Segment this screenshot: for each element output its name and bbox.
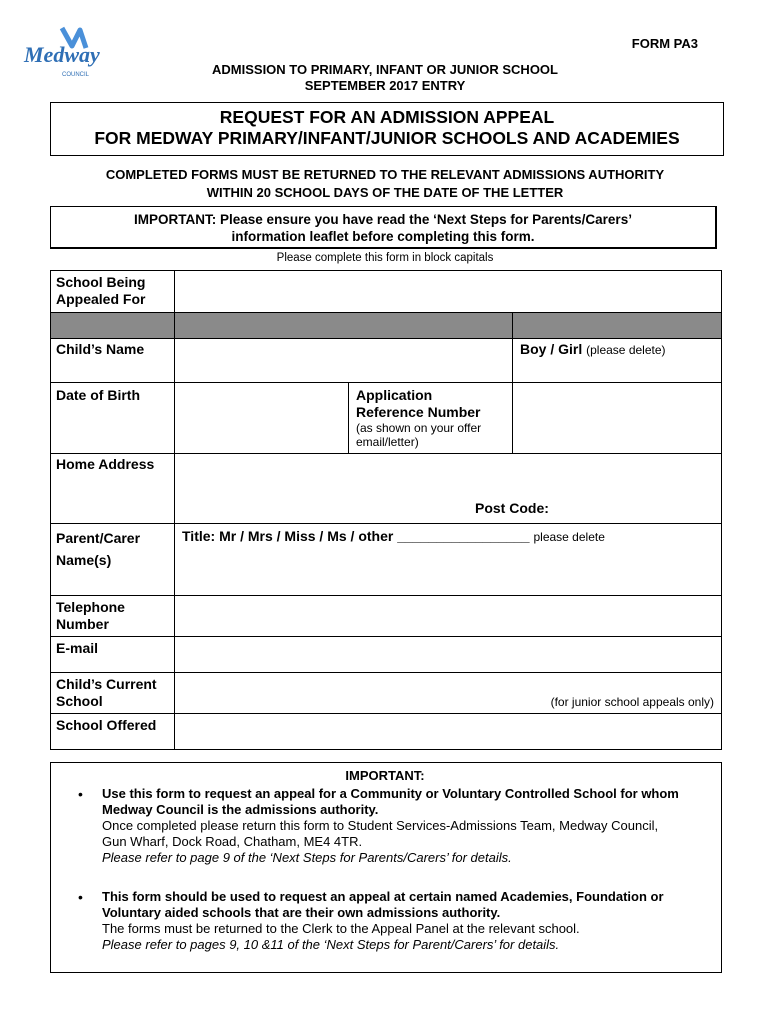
parent-carer-label: Parent/Carer Name(s) [56,530,141,568]
return-notice-line-2: WITHIN 20 SCHOOL DAYS OF THE DATE OF THE LETTER [206,185,564,200]
app-ref-field[interactable] [514,384,720,452]
school-offered-field[interactable] [176,715,720,748]
boy-girl-note: (please delete) [586,343,666,357]
form-code: FORM PA3 [631,36,698,51]
school-appealed-label: School Being Appealed For [56,274,146,307]
bullet-paragraph-2: This form should be used to request an appeal at certain named Academies, Foundation or Voluntary aided schools that are their own admissions authority. The forms must be returned to the Clerk to the Appeal Panel at the relevant school. Please refer to pages 9, 10 &11 of the ‘Next Steps for Parent/Carers’ for details. [102,889,664,952]
current-school-note: (for junior school appeals only) [550,695,714,709]
gray-separator-row [50,312,722,338]
title-line-2: FOR MEDWAY PRIMARY/INFANT/JUNIOR SCHOOLS AND ACADEMIES [94,128,680,148]
important-line-1: IMPORTANT: Please ensure you have read the ‘Next Steps for Parents/Carers’ [134,212,632,227]
app-ref-label: Application Reference Number [356,387,481,420]
boy-girl-option[interactable]: Boy / Girl (please delete) [520,341,666,357]
dob-field[interactable] [176,384,347,452]
logo-subtext: COUNCIL [62,72,90,78]
telephone-label: Telephone Number [56,599,125,632]
bottom-important-heading: IMPORTANT: [345,768,425,783]
block-capitals-note: Please complete this form in block capitals [276,252,494,264]
home-address-field[interactable] [176,455,720,522]
school-appealed-field[interactable] [176,272,720,311]
childs-name-field[interactable] [176,340,511,381]
bullet-icon: • [78,889,83,905]
important-box [50,206,717,249]
title-options[interactable]: Title: Mr / Mrs / Miss / Ms / other _________________ please delete [182,528,605,544]
return-notice [0,166,770,202]
bullet-paragraph-1: Use this form to request an appeal for a Community or Voluntary Controlled School for whom Medway Council is the admissions authority. Once completed please return this form to Student Services-Admissions Team, Medway Council, Gun Wharf, Dock Road, Chatham, ME4 4TR. Please refer to page 9 of the ‘Next Steps for Parents/Carers’ for details. [102,786,679,865]
title-box [50,102,724,156]
school-offered-label: School Offered [56,717,157,733]
return-notice-line-1: COMPLETED FORMS MUST BE RETURNED TO THE RELEVANT ADMISSIONS AUTHORITY [105,167,665,182]
heading-line-2: SEPTEMBER 2017 ENTRY [304,78,466,93]
form-heading [0,62,770,94]
telephone-field[interactable] [176,597,720,635]
bullet-icon: • [78,786,83,802]
logo-text: Medway [24,42,100,67]
email-field[interactable] [176,638,720,671]
important-line-2: information leaflet before completing this form. [231,229,535,244]
current-school-label: Child’s Current School [56,676,157,709]
heading-line-1: ADMISSION TO PRIMARY, INFANT OR JUNIOR SCHOOL [212,62,558,77]
childs-name-label: Child’s Name [56,341,145,357]
home-address-label: Home Address [56,456,155,472]
parent-carer-name-field[interactable] [176,550,720,594]
title-note: please delete [533,530,605,544]
app-ref-note: (as shown on your offer email/letter) [356,421,482,449]
post-code-label: Post Code: [475,500,549,516]
title-line-1: REQUEST FOR AN ADMISSION APPEAL [219,107,555,127]
email-label: E-mail [56,640,99,656]
dob-label: Date of Birth [56,387,140,403]
